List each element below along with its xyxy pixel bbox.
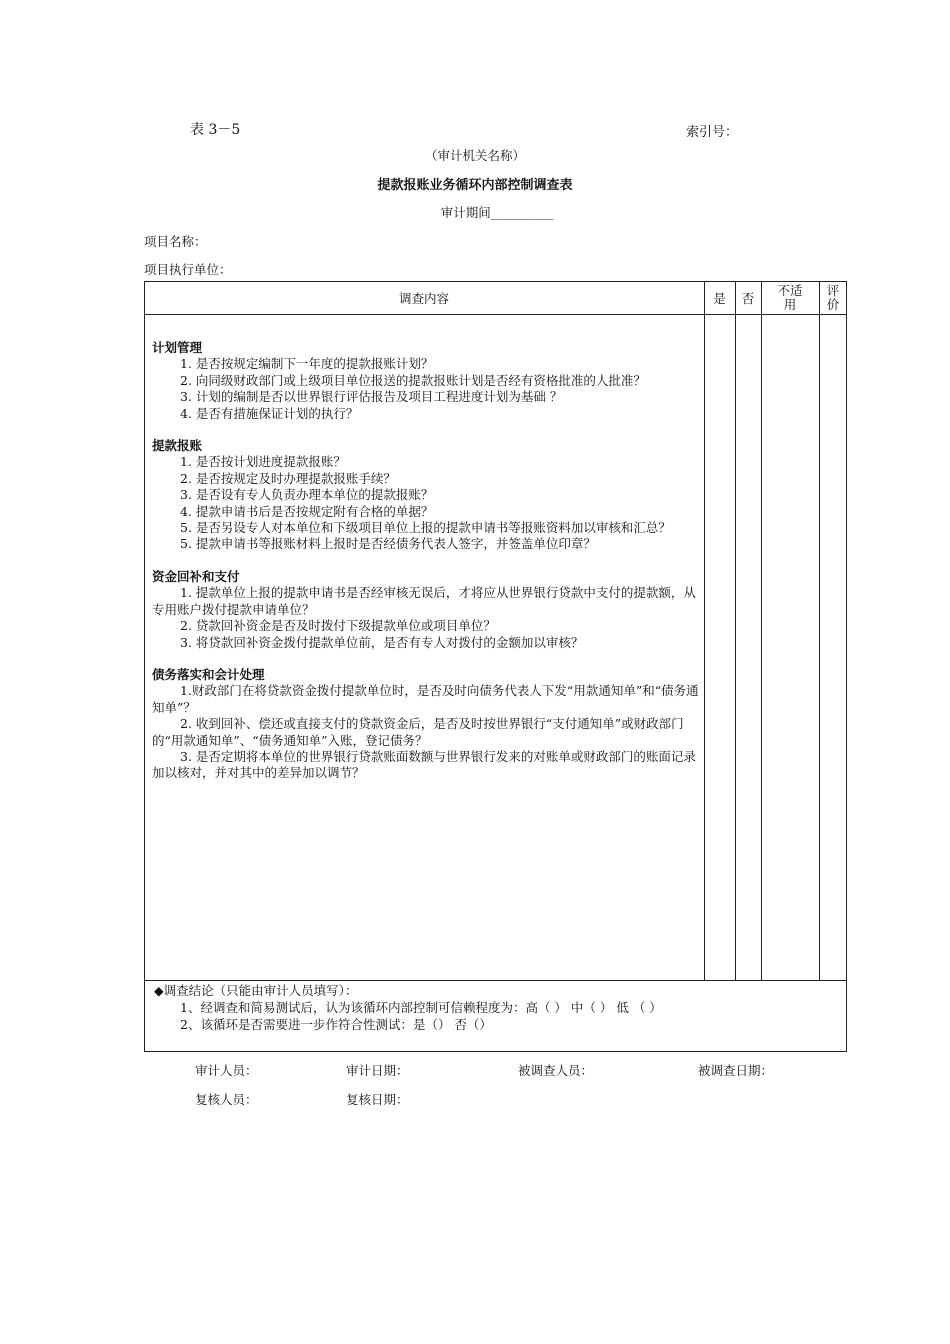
section-title: 提款报账 <box>152 438 203 454</box>
page-title: 提款报账业务循环内部控制调查表 <box>377 178 573 193</box>
section-title: 资金回补和支付 <box>152 568 240 584</box>
list-item: 3. 将贷款回补资金拨付提款单位前，是否有专人对拨付的金额加以审核？ <box>180 634 584 650</box>
conclusion-line-compliance-test: 2、该循环是否需要进一步作符合性测试：是（） 否（） <box>180 1017 492 1032</box>
list-item: 1. 是否按计划进度提款报账？ <box>180 454 346 470</box>
list-item: 2. 是否按规定及时办理提款报账手续？ <box>180 470 396 486</box>
index-number-label: 索引号： <box>686 125 739 140</box>
col-divider-na <box>761 281 762 980</box>
auditor-label: 审计人员： <box>195 1063 258 1078</box>
survey-conclusion <box>154 982 662 1033</box>
list-item: 4. 提款申请书后是否按规定附有合格的单据？ <box>180 503 434 519</box>
conclusion-title: ◆调查结论（只能由审计人员填写）： <box>154 983 358 998</box>
list-item: 1.财政部门在将贷款资金拨付提款单位时，是否及时向债务代表人下发“用款通知单”和“债务通知单”？ <box>152 683 699 715</box>
survey-content <box>152 340 700 782</box>
col-divider-no <box>735 281 736 980</box>
list-item: 3. 是否设有专人负责办理本单位的提款报账？ <box>180 487 434 503</box>
list-item: 3. 是否定期将本单位的世界银行贷款账面数额与世界银行发来的对账单或财政部门的账面记录加以核对，并对其中的差异加以调节？ <box>152 748 696 781</box>
audit-period: 审计期间__________ <box>440 205 554 220</box>
list-item: 5. 提款申请书等报账材料上报时是否经债务代表人签字，并签盖单位印章？ <box>180 536 596 552</box>
table-number: 表 3－5 <box>190 122 241 138</box>
col-header-eval-line1: 评 <box>826 283 840 298</box>
col-header-no: 否 <box>741 291 755 306</box>
list-item: 5. 是否另设专人对本单位和下级项目单位上报的提款申请书等报账资料加以审核和汇总？ <box>180 520 671 536</box>
col-divider-eval <box>819 281 820 980</box>
list-item: 1. 提款单位上报的提款申请书是否经审核无误后，才将应从世界银行贷款中支付的提款额，从专用账户拨付提款申请单位？ <box>152 585 696 617</box>
audit-agency-name: （审计机关名称） <box>424 148 525 163</box>
header-divider <box>144 314 847 315</box>
list-item: 1. 是否按规定编制下一年度的提款报账计划？ <box>180 356 434 372</box>
list-item: 2. 向同级财政部门或上级项目单位报送的提款报账计划是否经有资格批准的人批准？ <box>180 372 646 388</box>
section-fund-replenishment <box>152 569 700 651</box>
conclusion-divider <box>144 980 847 981</box>
col-header-na <box>761 284 819 312</box>
section-debt-accounting <box>152 667 700 782</box>
audit-date-label: 审计日期： <box>346 1063 409 1078</box>
col-header-eval <box>819 284 847 312</box>
review-date-label: 复核日期： <box>346 1092 409 1107</box>
conclusion-line-reliability: 1、经调查和简易测试后，认为该循环内部控制可信赖程度为：高（ ） 中（ ） 低 （ ） <box>180 1000 662 1015</box>
col-divider-yes <box>704 281 705 980</box>
col-header-eval-line2: 价 <box>826 297 840 312</box>
col-header-na-line1: 不适 <box>777 283 803 298</box>
reviewer-label: 复核人员： <box>195 1092 258 1107</box>
section-plan-management <box>152 340 700 422</box>
list-item: 3. 计划的编制是否以世界银行评估报告及项目工程进度计划为基础 ？ <box>180 389 563 405</box>
project-name-label: 项目名称： <box>144 234 207 249</box>
list-item: 2. 贷款回补资金是否及时拨付下级提款单位或项目单位？ <box>180 618 496 634</box>
list-item: 2. 收到回补、偿还或直接支付的贷款资金后，是否及时按世界银行“支付通知单”或财政部门的“用款通知单”、“债务通知单”入账，登记债务？ <box>152 716 684 748</box>
section-title: 债务落实和会计处理 <box>152 666 265 682</box>
col-header-content: 调查内容 <box>398 291 449 306</box>
survey-date-label: 被调查日期： <box>698 1063 774 1078</box>
section-withdrawal <box>152 438 700 553</box>
col-header-na-line2: 用 <box>783 297 797 312</box>
col-header-yes: 是 <box>713 291 726 306</box>
respondent-label: 被调查人员： <box>518 1063 594 1078</box>
section-title: 计划管理 <box>152 340 203 355</box>
project-unit-label: 项目执行单位： <box>144 262 232 277</box>
list-item: 4. 是否有措施保证计划的执行？ <box>180 405 359 421</box>
